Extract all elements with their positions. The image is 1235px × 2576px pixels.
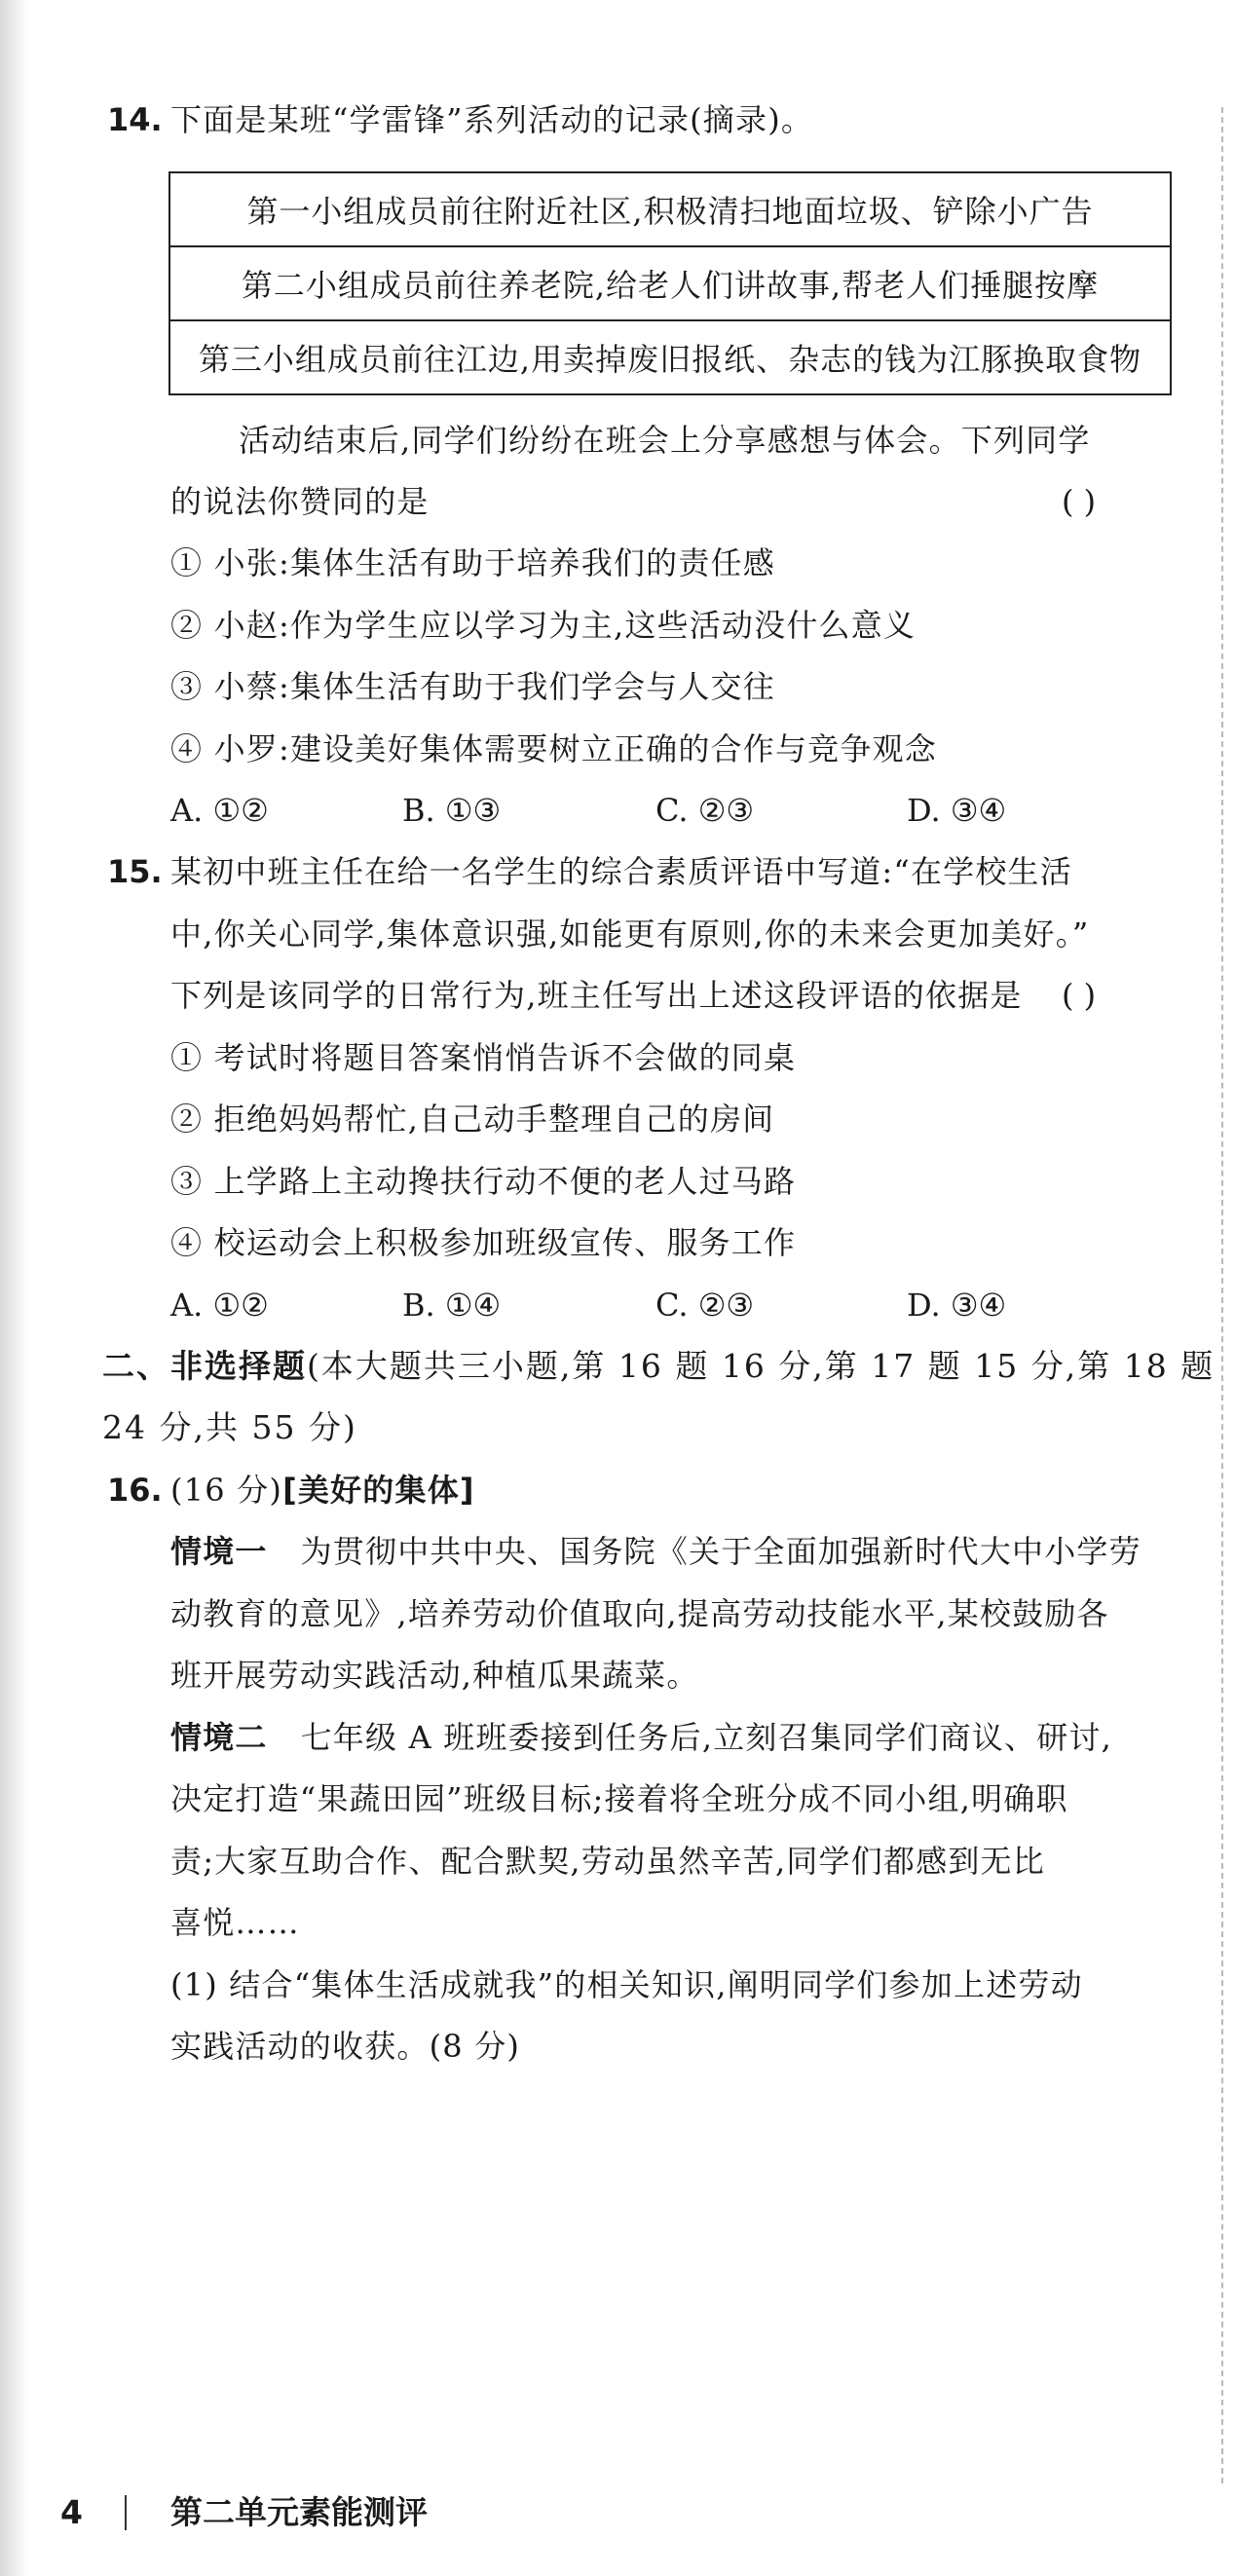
option-a: A. ①② <box>170 1287 269 1324</box>
statement-item: ① 考试时将题目答案悄悄告诉不会做的同桌 <box>170 1039 797 1076</box>
subquestion-1-line2: 实践活动的收获。(8 分) <box>170 2028 521 2065</box>
question-14-stem: 下面是某班“学雷锋”系列活动的记录(摘录)。 <box>170 101 814 138</box>
table-cell: 第一小组成员前往附近社区,积极清扫地面垃圾、铲除小广告 <box>169 172 1171 246</box>
subquestion-1-line1: (1) 结合“集体生活成就我”的相关知识,阐明同学们参加上述劳动 <box>170 1966 1083 2003</box>
footer-divider <box>125 2495 127 2530</box>
answer-parentheses: ( ) <box>1062 977 1097 1014</box>
question-14-text-line1: 活动结束后,同学们纷纷在班会上分享感想与体会。下列同学 <box>239 422 1091 459</box>
scene-1-line1 <box>170 1532 1141 1571</box>
statement-item: ① 小张:集体生活有助于培养我们的责任感 <box>170 544 775 581</box>
table-cell: 第三小组成员前往江边,用卖掉废旧报纸、杂志的钱为江豚换取食物 <box>169 320 1171 394</box>
activity-record-table <box>168 171 1172 395</box>
unit-title: 第二单元素能测评 <box>170 2493 428 2531</box>
binding-dashed-line <box>1221 107 1223 2483</box>
section-2-desc-line2: 24 分,共 55 分) <box>102 1408 357 1446</box>
statement-item: ② 小赵:作为学生应以学习为主,这些活动没什么意义 <box>170 607 917 644</box>
table-row <box>169 246 1171 320</box>
option-c: C. ②③ <box>655 792 755 829</box>
question-16-number: 16. <box>107 1472 163 1509</box>
question-15-line1: 某初中班主任在给一名学生的综合素质评语中写道:“在学校生活 <box>170 853 1072 890</box>
section-2-desc: (本大题共三小题,第 16 题 16 分,第 17 题 15 分,第 18 题 <box>307 1347 1216 1385</box>
topic-tag: [美好的集体] <box>282 1472 475 1509</box>
option-c: C. ②③ <box>655 1287 755 1324</box>
scene-2-line4: 喜悦…… <box>170 1904 300 1941</box>
scene-1-line3: 班开展劳动实践活动,种植瓜果蔬菜。 <box>170 1657 699 1694</box>
question-14-text-line2: 的说法你赞同的是 <box>170 483 430 520</box>
question-15-line3: 下列是该同学的日常行为,班主任写出上述这段评语的依据是 <box>170 977 1023 1014</box>
table-row <box>169 320 1171 394</box>
statement-item: ② 拒绝妈妈帮忙,自己动手整理自己的房间 <box>170 1101 775 1138</box>
table-row <box>169 172 1171 246</box>
option-b: B. ①③ <box>402 792 502 829</box>
page-edge-shadow <box>0 0 29 2576</box>
question-15-line2: 中,你关心同学,集体意识强,如能更有原则,你的未来会更加美好。” <box>170 915 1090 952</box>
statement-item: ④ 校运动会上积极参加班级宣传、服务工作 <box>170 1224 797 1261</box>
option-b: B. ①④ <box>402 1287 502 1324</box>
option-d: D. ③④ <box>907 792 1007 829</box>
section-2-heading <box>102 1347 1215 1386</box>
table-cell: 第二小组成员前往养老院,给老人们讲故事,帮老人们捶腿按摩 <box>169 246 1171 320</box>
option-d: D. ③④ <box>907 1287 1007 1324</box>
scene-1-text: 为贯彻中共中央、国务院《关于全面加强新时代大中小学劳 <box>300 1533 1141 1570</box>
scene-2-line2: 决定打造“果蔬田园”班级目标;接着将全班分成不同小组,明确职 <box>170 1780 1068 1817</box>
question-16-score: (16 分) <box>170 1472 283 1509</box>
scene-2-line3: 责;大家互助合作、配合默契,劳动虽然辛苦,同学们都感到无比 <box>170 1843 1045 1880</box>
answer-parentheses: ( ) <box>1062 483 1097 520</box>
scene-2-text: 七年级 A 班班委接到任务后,立刻召集同学们商议、研讨, <box>300 1719 1113 1756</box>
section-2-title: 二、非选择题 <box>102 1347 307 1385</box>
option-a: A. ①② <box>170 792 269 829</box>
scene-1-label: 情境一 <box>170 1533 268 1570</box>
statement-item: ③ 小蔡:集体生活有助于我们学会与人交往 <box>170 668 775 705</box>
scene-1-line2: 动教育的意见》,培养劳动价值取向,提高劳动技能水平,某校鼓励各 <box>170 1595 1109 1632</box>
statement-item: ③ 上学路上主动搀扶行动不便的老人过马路 <box>170 1163 797 1200</box>
question-15-number: 15. <box>107 853 163 890</box>
page-number: 4 <box>60 2493 83 2531</box>
scene-2-label: 情境二 <box>170 1719 268 1756</box>
scene-2-line1 <box>170 1718 1112 1757</box>
question-14-number: 14. <box>107 101 163 138</box>
statement-item: ④ 小罗:建设美好集体需要树立正确的合作与竞争观念 <box>170 730 937 767</box>
question-16-header <box>170 1471 475 1510</box>
